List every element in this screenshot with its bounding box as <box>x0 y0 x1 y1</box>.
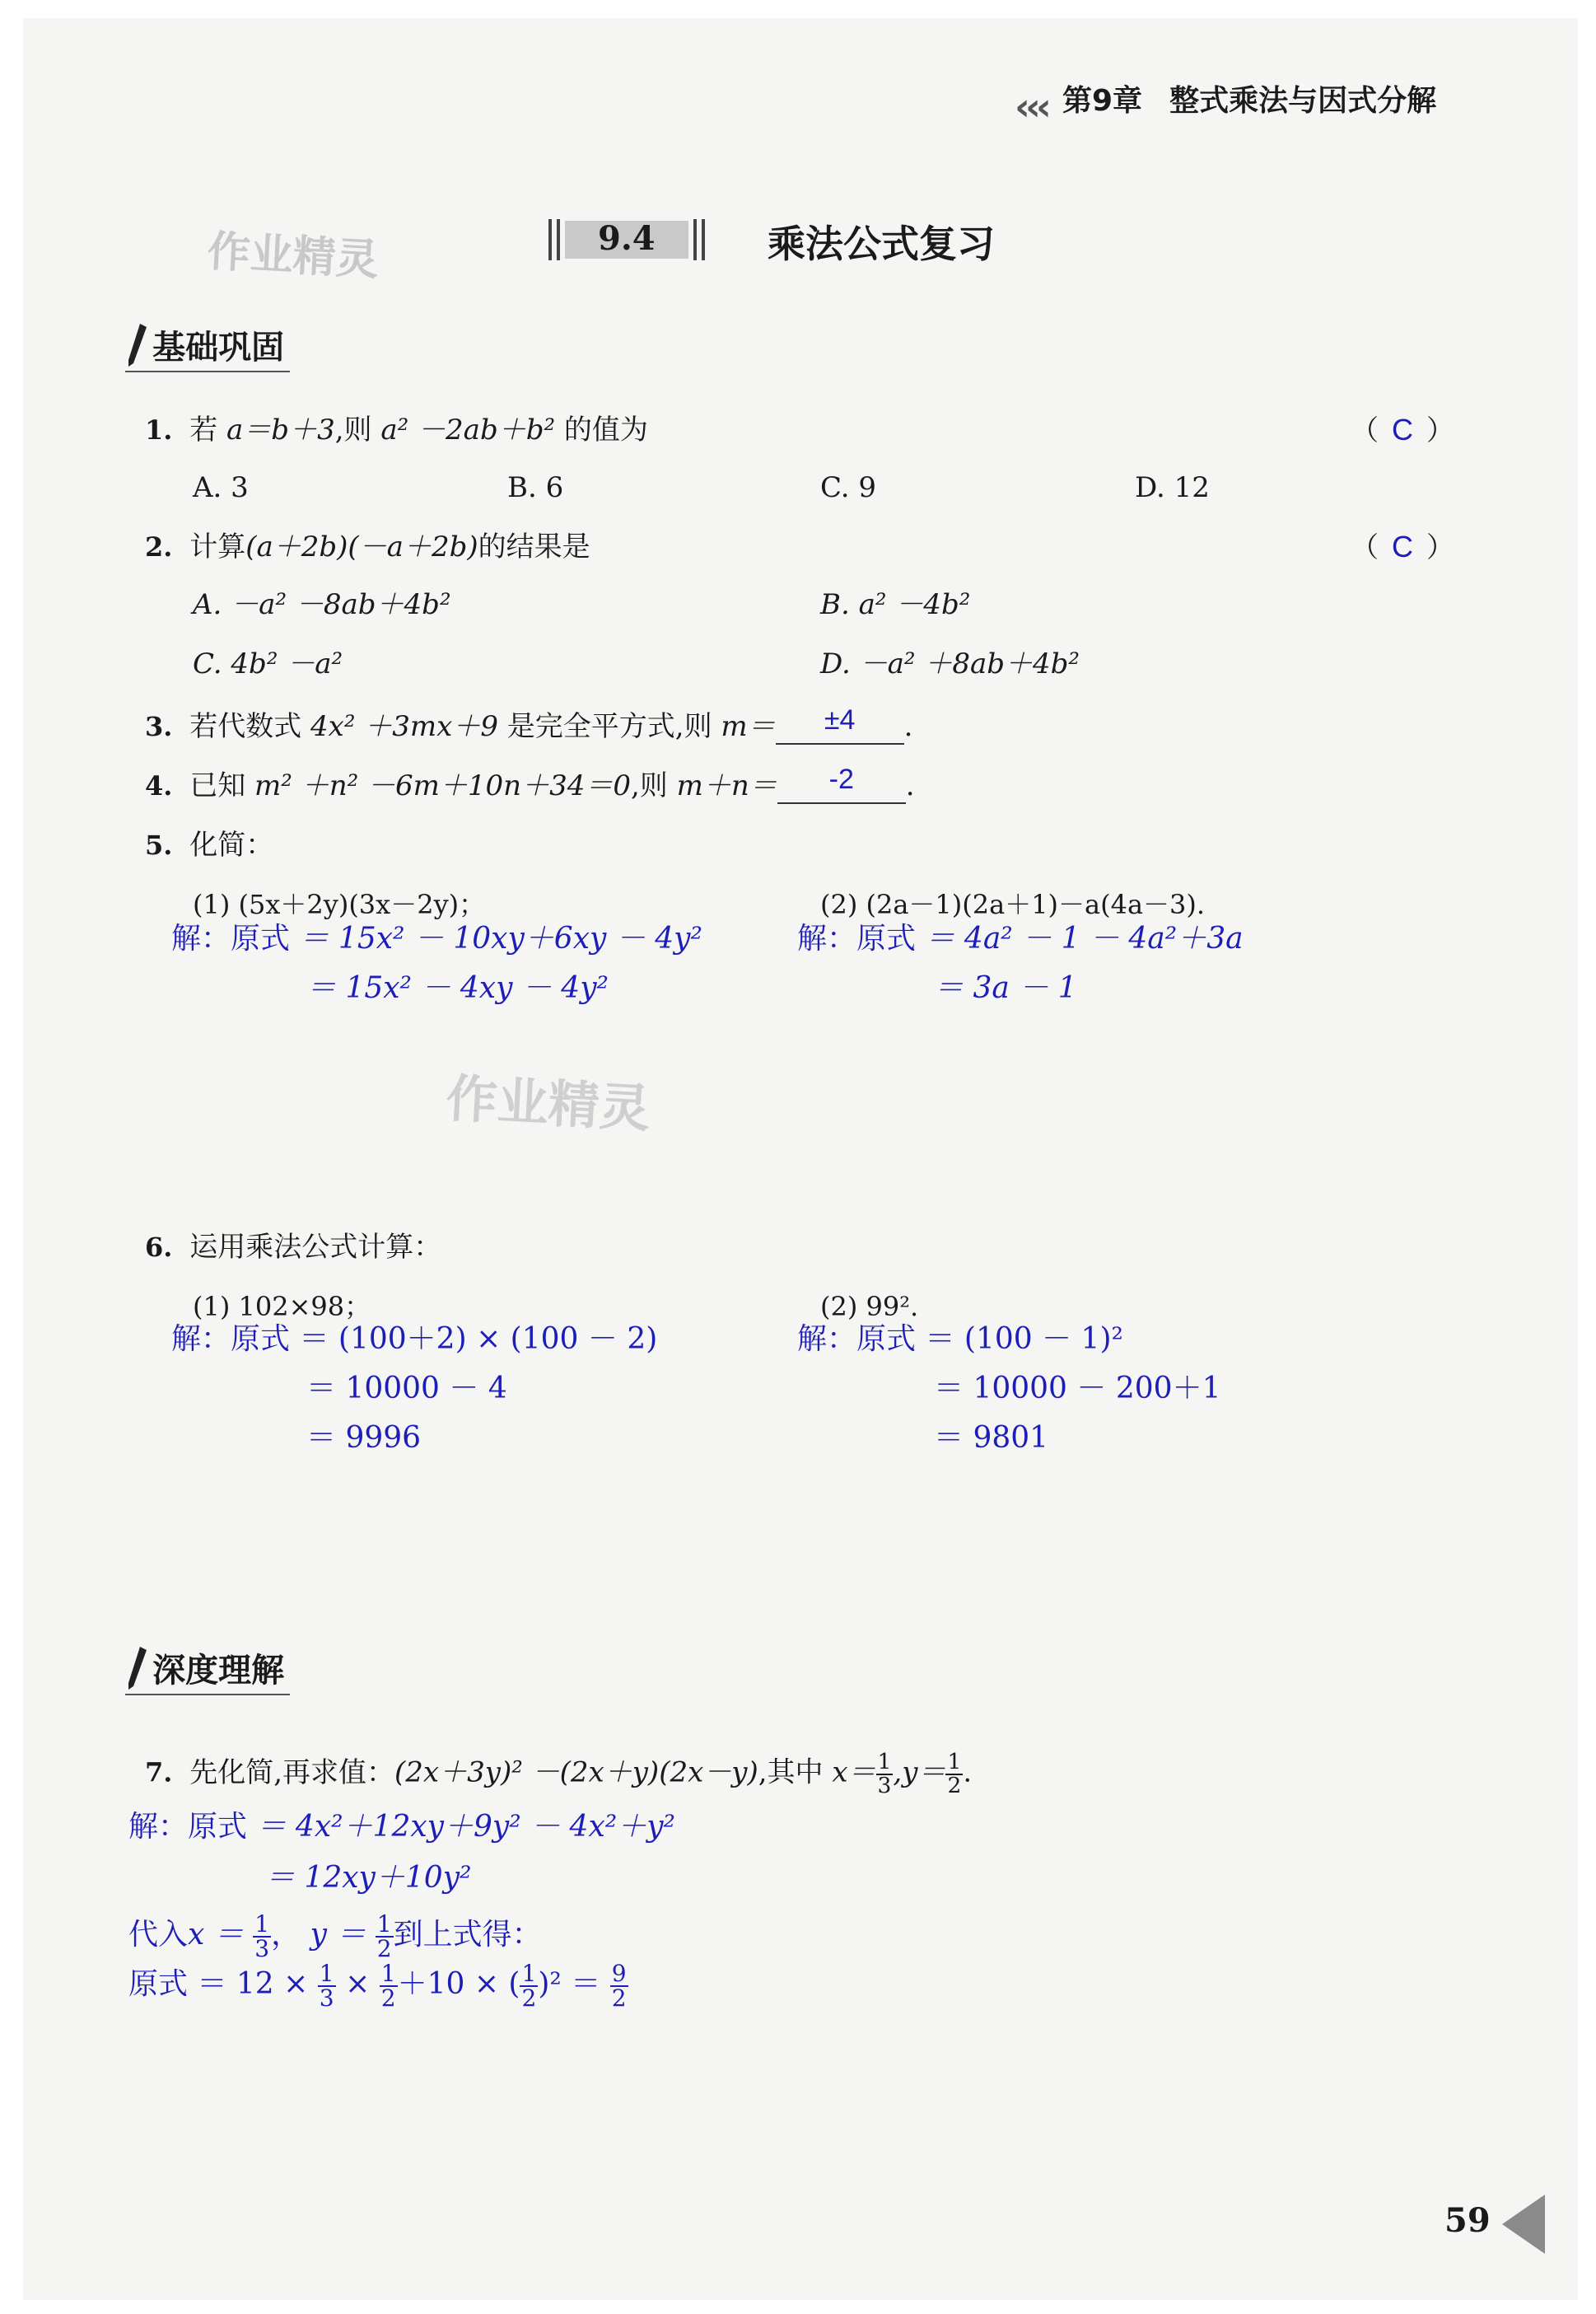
q7-final: 原式 ＝ 12 × $\frac{1}{3}$ × $\frac{1}{2}$ ＋10 × ( $\frac{1}{2}$ )² ＝ $\frac{9}{2}$ <box>128 1960 627 2012</box>
question-4: 4. 已知 m² ＋n² －6m＋10n＋34＝0,则 m＋n＝ -2 . <box>145 764 915 802</box>
q1-option-b: B. 6 <box>507 471 564 504</box>
q3-answer-blank <box>776 704 904 745</box>
q7-solution-line2: ＝ 12xy＋10y² <box>265 1861 472 1895</box>
q5-sub2: (2) (2a－1)(2a＋1)－a(4a－3). <box>820 889 1206 920</box>
q7-x-fraction: $\frac{1}{3}$ <box>877 1749 892 1798</box>
question-5: 5. 化简： <box>145 829 274 862</box>
question-6: 6. 运用乘法公式计算： <box>145 1231 442 1264</box>
watermark-top: 作业精灵 <box>206 227 380 286</box>
q1-option-c: C. 9 <box>820 471 877 504</box>
q7-substitution: 代入x ＝ $\frac{1}{3}$ ， y ＝ $\frac{1}{2}$ 到上式得： <box>128 1910 542 1963</box>
q6-solution2-line2: ＝ 10000 － 200＋1 <box>934 1372 1221 1405</box>
page-corner-triangle-icon <box>1499 2191 1548 2257</box>
q7-y-fraction: $\frac{1}{2}$ <box>947 1749 962 1798</box>
q1-option-a: A. 3 <box>193 471 249 504</box>
q2-option-a: A. －a² －8ab＋4b² <box>193 588 451 621</box>
chevrons-icon: ‹‹‹ <box>1015 84 1047 129</box>
part-heading-deep <box>125 1644 284 1691</box>
q6-solution2-line1: 解：原式 ＝ (100 － 1)² <box>797 1322 1123 1356</box>
q6-sub1: (1) 102×98； <box>193 1291 371 1322</box>
q7-solution-line1: 解：原式 ＝ 4x²＋12xy＋9y² － 4x²＋y² <box>128 1810 675 1844</box>
section-badge <box>545 216 725 264</box>
q1-answer-paren: （ C ） <box>1351 413 1454 447</box>
q1-option-d: D. 12 <box>1135 471 1210 504</box>
q2-option-d: D. －a² ＋8ab＋4b² <box>820 647 1080 680</box>
part-title-deep: 深度理解 <box>152 1652 285 1690</box>
q4-answer-blank <box>777 764 906 804</box>
question-7: 7. 先化简,再求值：(2x＋3y)² －(2x＋y)(2x－y),其中 x＝ $\frac{1}{3}$ ,y＝ $\frac{1}{2}$ . <box>145 1749 973 1798</box>
q3-answer: ±4 <box>824 704 856 736</box>
question-3: 3. 若代数式 4x² ＋3mx＋9 是完全平方式,则 m＝ ±4 . <box>145 704 913 743</box>
page-number: 59 <box>1444 2201 1491 2240</box>
q6-solution1-line2: ＝ 10000 － 4 <box>306 1372 507 1405</box>
part-heading-basic <box>125 321 284 368</box>
pencil-icon <box>125 322 148 368</box>
q5-solution1-line2: ＝ 15x² － 4xy － 4y² <box>306 971 609 1005</box>
question-1: 1. 若 a＝b＋3,则 a² －2ab＋b² 的值为 <box>145 414 648 446</box>
part-title-basic: 基础巩固 <box>152 329 285 367</box>
q6-solution1-line1: 解：原式 ＝ (100＋2) × (100 － 2) <box>171 1322 658 1356</box>
section-number: 9.4 <box>598 219 656 258</box>
chapter-number: 第9章 <box>1062 84 1143 118</box>
question-2: 2. 计算(a＋2b)(－a＋2b)的结果是 <box>145 531 590 563</box>
q2-option-c: C. 4b² －a² <box>193 647 343 680</box>
q5-solution2-line1: 解：原式 ＝ 4a² － 1 － 4a²＋3a <box>797 922 1244 956</box>
section-title: 乘法公式复习 <box>768 222 995 266</box>
q2-answer: C <box>1392 530 1413 563</box>
q6-solution2-line3: ＝ 9801 <box>934 1421 1049 1455</box>
q2-option-b: B. a² －4b² <box>820 588 971 621</box>
q6-solution1-line3: ＝ 9996 <box>306 1421 422 1455</box>
q6-sub2: (2) 99². <box>820 1291 919 1322</box>
watermark-middle: 作业精灵 <box>444 1068 652 1139</box>
q5-solution1-line1: 解：原式 ＝ 15x² － 10xy＋6xy － 4y² <box>171 922 702 956</box>
chapter-header <box>1015 77 1436 129</box>
q1-answer: C <box>1392 413 1413 446</box>
q5-solution2-line2: ＝ 3a － 1 <box>934 971 1077 1005</box>
q2-answer-paren: （ C ） <box>1351 530 1454 564</box>
chapter-title: 整式乘法与因式分解 <box>1169 84 1437 118</box>
q5-sub1: (1) (5x＋2y)(3x－2y)； <box>193 889 486 920</box>
q4-answer: -2 <box>828 764 854 795</box>
pencil-icon <box>125 1645 148 1691</box>
